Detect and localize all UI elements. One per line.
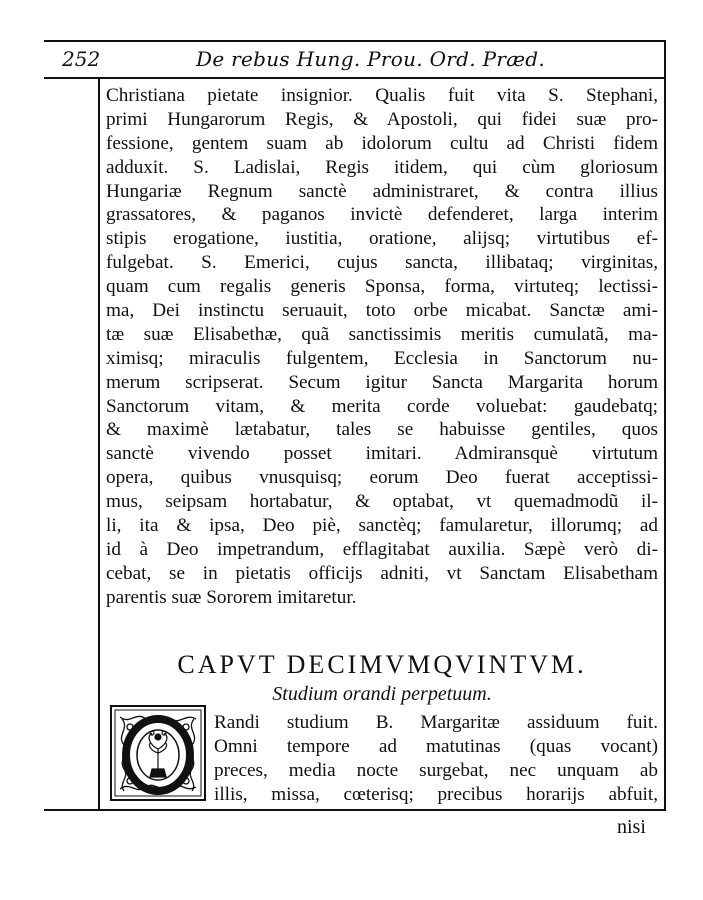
decorated-initial-o-icon <box>110 705 206 801</box>
text-line: ma, Dei instinctu seruauit, toto orbe micabat. Sanctæ ami- <box>106 300 658 322</box>
text-line: quam cum regalis generis Sponsa, forma, virtuteq; lectissi- <box>106 276 658 298</box>
top-rule <box>44 40 666 42</box>
text-line: Christiana pietate insignior. Qualis fuit vita S. Stephani, <box>106 85 658 106</box>
catchword: nisi <box>617 816 646 838</box>
chapter-heading: CAPVT DECIMVMQVINTVM. <box>177 650 587 679</box>
text-line: primi Hungarorum Regis, & Apostoli, qui fidei suæ pro- <box>106 108 658 130</box>
text-line: Hungariæ Regnum sanctè administraret, & contra illius <box>106 180 658 202</box>
body-text <box>106 84 658 610</box>
text-line: fessione, gentem suam ab idolorum cultu ad Christi fidem <box>106 132 658 154</box>
text-line: stipis erogatione, iustitia, oratione, alijsq; virtutibus ef- <box>106 228 658 250</box>
text-line: Omni tempore ad matutinas (quas vocant) <box>214 735 658 757</box>
text-line: merum scripserat. Secum igitur Sancta Margarita horum <box>106 371 658 393</box>
left-margin-rule <box>98 78 100 810</box>
chapter-subtitle: Studium orandi perpetuum. <box>272 683 492 705</box>
page-header <box>62 46 662 74</box>
text-line: tæ suæ Elisabethæ, quã sanctissimis meritis cumulatã, ma- <box>106 323 658 345</box>
text-line: fulgebat. S. Emerici, cujus sancta, illibataq; virginitas, <box>106 252 658 274</box>
text-line: Sanctorum vitam, & merita corde voluebat: gaudebatq; <box>106 395 658 417</box>
right-margin-rule <box>664 40 666 810</box>
chapter-opening-text <box>214 711 658 807</box>
text-line: opera, quibus vnusquisq; eorum Deo fuerat acceptissi- <box>106 467 658 489</box>
text-line: illis, missa, cœterisq; precibus horarijs abfuit, <box>214 783 658 805</box>
text-line: adduxit. S. Ladislai, Regis itidem, qui cùm gloriosum <box>106 156 658 178</box>
text-line: parentis suæ Sororem imitaretur. <box>106 586 357 608</box>
text-line: mus, seipsam hortabatur, & optabat, vt quemadmodũ il- <box>106 491 658 513</box>
text-line: preces, media nocte surgebat, nec unquam ab <box>214 759 658 781</box>
text-line: cebat, se in pietatis officijs adniti, vt Sanctam Elisabetham <box>106 562 658 584</box>
text-line: sanctè vivendo posset imitari. Admiransquè virtutum <box>106 443 658 465</box>
text-line: & maximè lætabatur, tales se habuisse gentiles, quos <box>106 419 658 441</box>
bottom-rule <box>44 809 666 811</box>
running-title: De rebus Hung. Prou. Ord. Præd. <box>196 47 546 71</box>
text-line: grassatores, & paganos invictè defenderet, larga interim <box>106 204 658 226</box>
header-divider <box>44 77 666 79</box>
text-line: Randi studium B. Margaritæ assiduum fuit. <box>214 712 658 733</box>
ornamental-initial-icon <box>110 705 206 801</box>
text-line: li, ita & ipsa, Deo piè, sanctèq; famularetur, illorumq; ad <box>106 515 658 537</box>
text-line: ximisq; miraculis fulgentem, Ecclesia in Sanctorum nu- <box>106 347 658 369</box>
text-line: id à Deo impetrandum, efflagitabat auxilia. Sæpè verò di- <box>106 538 658 560</box>
page-number: 252 <box>62 47 101 71</box>
